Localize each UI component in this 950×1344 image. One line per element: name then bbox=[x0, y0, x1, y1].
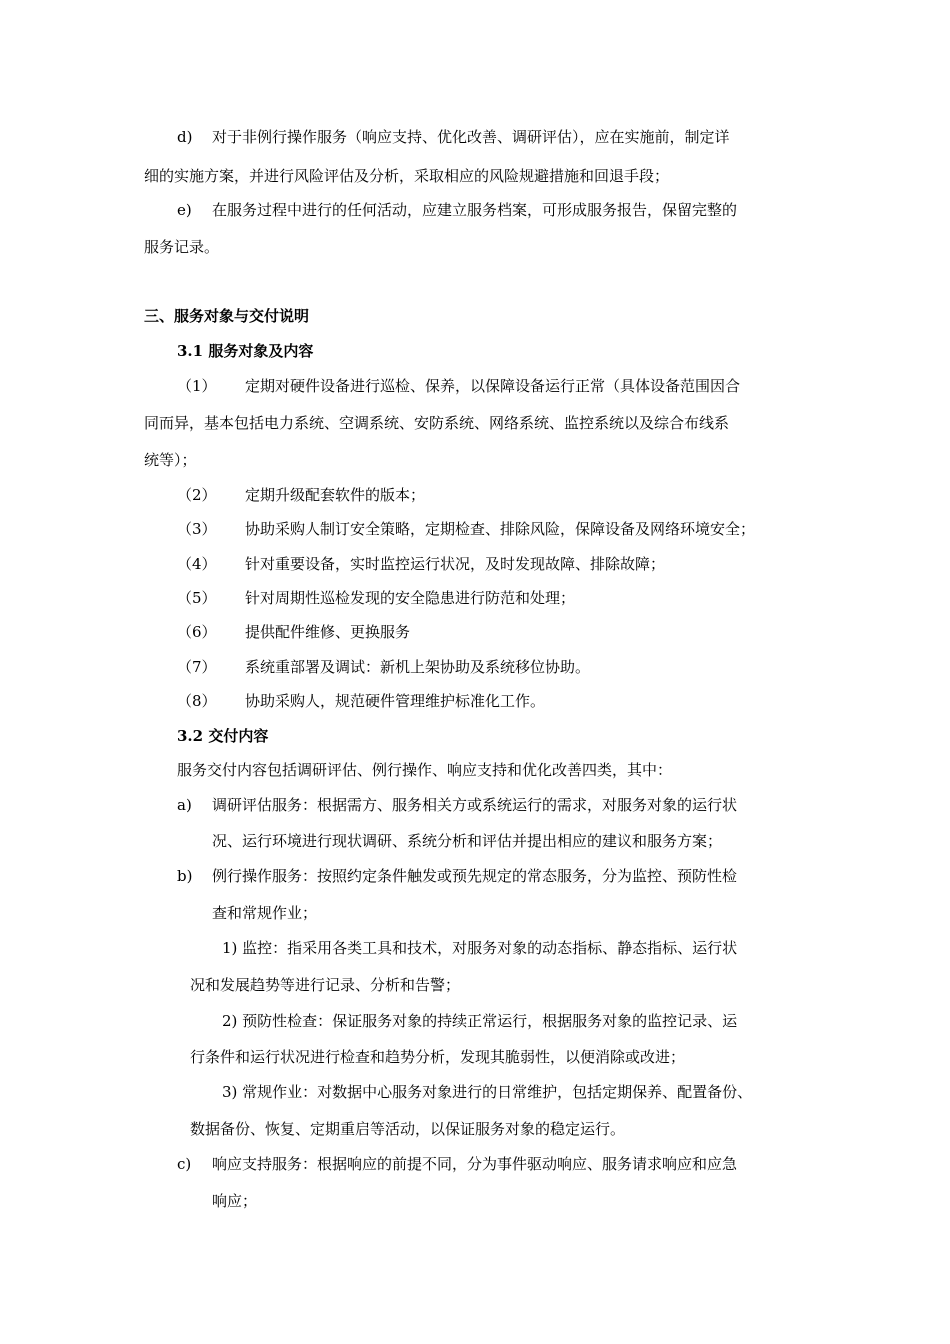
item-text-cont: 同而异，基本包括电力系统、空调系统、安防系统、网络系统、监控系统以及综合布线系 bbox=[144, 414, 730, 432]
item-number: （5） bbox=[177, 589, 217, 607]
sub-item-3-line1: 3) 常规作业：对数据中心服务对象进行的日常维护，包括定期保养、配置备份、 bbox=[222, 1083, 753, 1101]
para-a-line1: 调研评估服务：根据需方、服务相关方或系统运行的需求，对服务对象的运行状 bbox=[212, 796, 738, 814]
subsection-heading-3-1: 3.1 服务对象及内容 bbox=[177, 342, 314, 360]
item-number: （4） bbox=[177, 555, 217, 573]
item-text: 定期升级配套软件的版本； bbox=[245, 486, 426, 504]
para-c-line2: 响应； bbox=[212, 1192, 258, 1210]
para-c-line1: 响应支持服务：根据响应的前提不同，分为事件驱动响应、服务请求响应和应急 bbox=[212, 1155, 738, 1173]
item-text: 协助采购人制订安全策略，定期检查、排除风险，保障设备及网络环境安全； bbox=[245, 520, 756, 538]
item-number: （3） bbox=[177, 520, 217, 538]
item-text: 定期对硬件设备进行巡检、保养，以保障设备运行正常（具体设备范围因合 bbox=[245, 377, 741, 395]
para-d-line2: 细的实施方案，并进行风险评估及分析，采取相应的风险规避措施和回退手段； bbox=[144, 167, 670, 185]
sub-item-2-line2: 行条件和运行状况进行检查和趋势分析，发现其脆弱性，以便消除或改进； bbox=[190, 1048, 686, 1066]
list-marker-c: c) bbox=[177, 1155, 192, 1173]
item-text: 协助采购人，规范硬件管理维护标准化工作。 bbox=[245, 692, 546, 710]
para-a-line2: 况、运行环境进行现状调研、系统分析和评估并提出相应的建议和服务方案； bbox=[212, 832, 723, 850]
item-text: 系统重部署及调试：新机上架协助及系统移位协助。 bbox=[245, 658, 591, 676]
sub-item-2-line1: 2) 预防性检查：保证服务对象的持续正常运行，根据服务对象的监控记录、运 bbox=[222, 1012, 738, 1030]
para-d-line1: 对于非例行操作服务（响应支持、优化改善、调研评估），应在实施前，制定详 bbox=[212, 128, 730, 146]
para-b-line2: 查和常规作业； bbox=[212, 904, 318, 922]
item-text-cont: 统等）； bbox=[144, 451, 197, 469]
para-b-line1: 例行操作服务：按照约定条件触发或预先规定的常态服务，分为监控、预防性检 bbox=[212, 867, 738, 885]
item-text: 针对重要设备，实时监控运行状况，及时发现故障、排除故障； bbox=[245, 555, 666, 573]
sub-item-3-line2: 数据备份、恢复、定期重启等活动，以保证服务对象的稳定运行。 bbox=[190, 1120, 626, 1138]
item-number: （1） bbox=[177, 377, 217, 395]
sub-item-1-line1: 1) 监控：指采用各类工具和技术，对服务对象的动态指标、静态指标、运行状 bbox=[222, 939, 738, 957]
item-number: （8） bbox=[177, 692, 217, 710]
item-number: （6） bbox=[177, 623, 217, 641]
list-marker-b: b) bbox=[177, 867, 193, 885]
subsection-heading-3-2: 3.2 交付内容 bbox=[177, 727, 269, 745]
intro-paragraph: 服务交付内容包括调研评估、例行操作、响应支持和优化改善四类，其中： bbox=[177, 761, 673, 779]
item-text: 针对周期性巡检发现的安全隐患进行防范和处理； bbox=[245, 589, 576, 607]
item-text: 提供配件维修、更换服务 bbox=[245, 623, 411, 641]
item-number: （2） bbox=[177, 486, 217, 504]
para-e-line2: 服务记录。 bbox=[144, 238, 220, 256]
item-number: （7） bbox=[177, 658, 217, 676]
para-e-line1: 在服务过程中进行的任何活动，应建立服务档案，可形成服务报告，保留完整的 bbox=[212, 201, 738, 219]
list-marker-d: d) bbox=[177, 128, 193, 146]
section-heading: 三、服务对象与交付说明 bbox=[144, 307, 310, 325]
list-marker-e: e) bbox=[177, 201, 192, 219]
list-marker-a: a) bbox=[177, 796, 192, 814]
sub-item-1-line2: 况和发展趋势等进行记录、分析和告警； bbox=[190, 976, 461, 994]
